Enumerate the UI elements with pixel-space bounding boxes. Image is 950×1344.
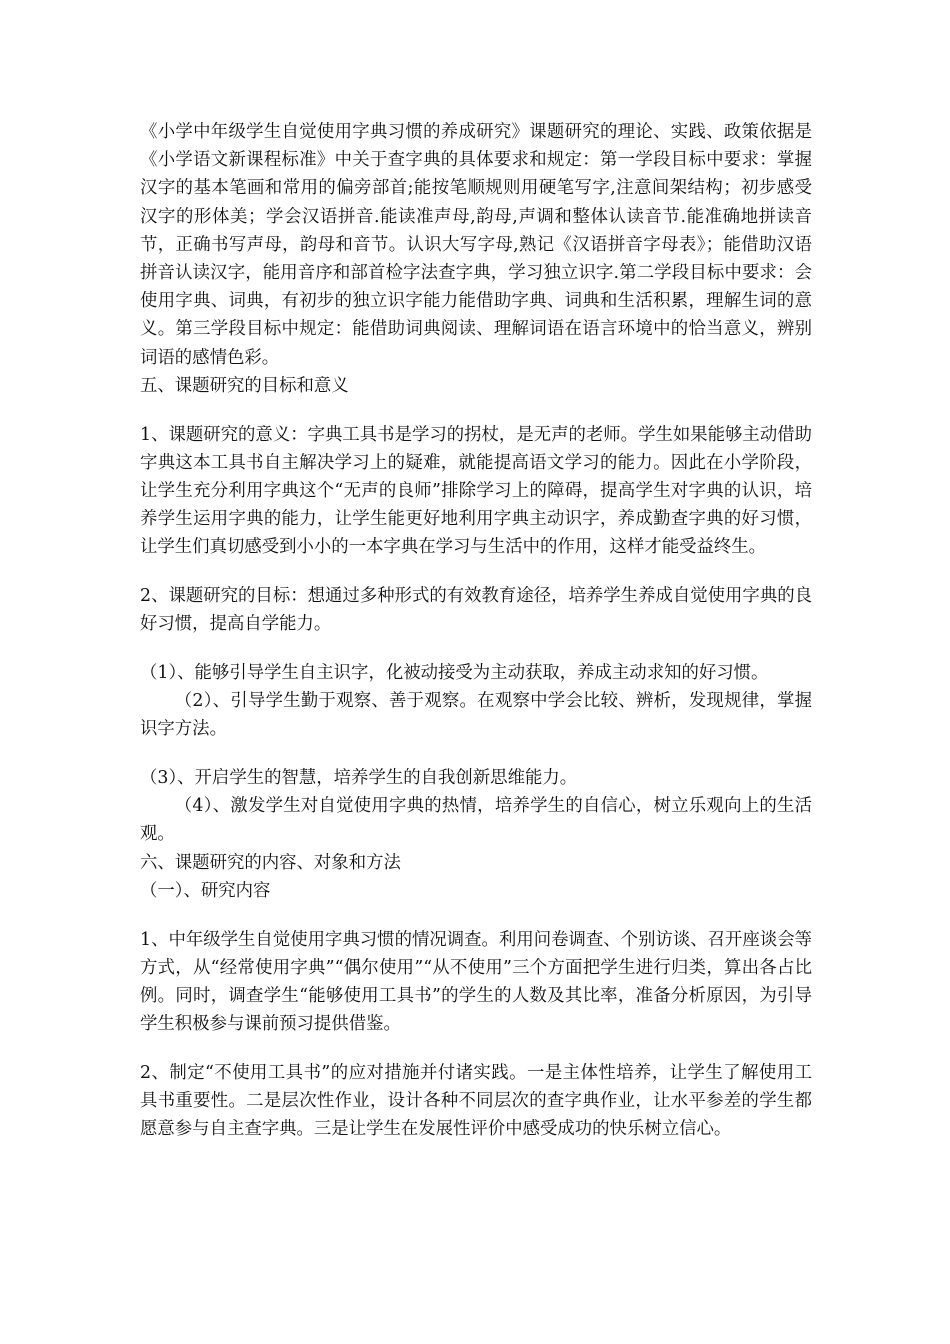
paragraph-significance: 1、课题研究的意义：字典工具书是学习的拐杖，是无声的老师。学生如果能够主动借助字典这本工具书自主解决学习上的疑难，就能提高语文学习的能力。因此在小学阶段，让学生充分利用字典这个“无声的良师”排除学习上的障碍，提高学生对字典的认识，培养学生运用字典的能力，让学生能更好地利用字典主动识字，养成勤查字典的好习惯，让学生们真切感受到小小的一本字典在学习与生活中的作用，这样才能受益终生。 xyxy=(140,424,812,558)
paragraph-survey: 1、中年级学生自觉使用字典习惯的情况调查。利用问卷调查、个别访谈、召开座谈会等方式，从“经常使用字典”“偶尔使用”“从不使用”三个方面把学生进行归类，算出各占比例。同时，调查学生“能够使用工具书”的学生的人数及其比率，准备分析原因，为引导学生积极参与课前预习提供借鉴。 xyxy=(140,929,812,1035)
goal-item-3: （3）、开启学生的智慧，培养学生的自我创新思维能力。 xyxy=(140,768,578,789)
section-heading-content: 六、课题研究的内容、对象和方法 xyxy=(140,852,401,873)
goal-item-2: （2）、引导学生勤于观察、善于观察。在观察中学会比较、辨析，发现规律，掌握识字方法。 xyxy=(140,691,812,740)
subsection-heading-research-content: （一）、研究内容 xyxy=(140,880,271,901)
document-page xyxy=(140,118,812,1144)
section-heading-goals: 五、课题研究的目标和意义 xyxy=(140,375,349,396)
goal-item-4: （4）、激发学生对自觉使用字典的热情，培养学生的自信心，树立乐观向上的生活观。 xyxy=(140,796,812,845)
paragraph-goal: 2、课题研究的目标：想通过多种形式的有效教育途径，培养学生养成自觉使用字典的良好习惯，提高自学能力。 xyxy=(140,586,812,635)
goal-item-1: （1）、能够引导学生自主识字，化被动接受为主动获取，养成主动求知的好习惯。 xyxy=(140,662,769,683)
paragraph-measures: 2、制定“不使用工具书”的应对措施并付诸实践。一是主体性培养，让学生了解使用工具书重要性。二是层次性作业，设计各种不同层次的查字典作业，让水平参差的学生都愿意参与自主查字典。三是让学生在发展性评价中感受成功的快乐树立信心。 xyxy=(140,1062,812,1140)
paragraph-policy-basis: 《小学中年级学生自觉使用字典习惯的养成研究》课题研究的理论、实践、政策依据是《小学语文新课程标准》中关于查字典的具体要求和规定：第一学段目标中要求：掌握汉字的基本笔画和常用的偏旁部首;能按笔顺规则用硬笔写字,注意间架结构；初步感受汉字的形体美；学会汉语拼音.能读准声母,韵母,声调和整体认读音节.能准确地拼读音节，正确书写声母，韵母和音节。认识大写字母,熟记《汉语拼音字母表》；能借助汉语拼音认读汉字，能用音序和部首检字法查字典，学习独立识字.第二学段目标中要求：会使用字典、词典，有初步的独立识字能力能借助字典、词典和生活积累，理解生词的意义。第三学段目标中规定：能借助词典阅读、理解词语在语言环境中的恰当意义，辨别词语的感情色彩。 xyxy=(140,122,812,368)
